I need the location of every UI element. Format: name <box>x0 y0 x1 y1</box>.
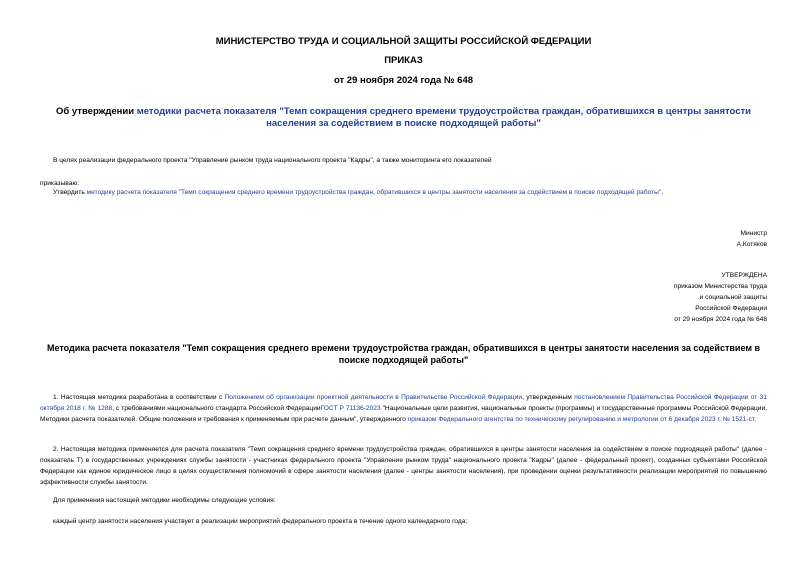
approve-line <box>53 187 773 198</box>
p1-link-agency-order[interactable]: приказом Федерального агентства по техническому регулированию и метрологии от 6 декабря 2023 г. № 1521-ст <box>407 416 755 423</box>
doc-type-heading: ПРИКАЗ <box>384 55 423 66</box>
p1-text-2: , утвержденным <box>522 394 575 401</box>
order-title-prefix: Об утверждении <box>56 106 137 117</box>
signature-position: Министр <box>740 230 767 237</box>
date-number-heading: от 29 ноября 2024 года № 648 <box>333 75 474 86</box>
p1-text-5: . <box>754 416 757 423</box>
preamble: В целях реализации федерального проекта "Управление рынком труда национального проекта "Кадры", а также мониторинга его показателей <box>53 157 492 164</box>
paragraph-1 <box>40 392 767 425</box>
order-title-link[interactable]: методики расчета показателя "Темп сокращения среднего времени трудоустройства граждан, обратившихся в центры занятости населения за содействием в поиске подходящей работы" <box>136 106 751 129</box>
approved-ministry: и социальной защиты <box>699 294 767 301</box>
approved-by-order: приказом Министерства труда <box>673 283 767 290</box>
signature-name: А.Котяков <box>736 241 767 248</box>
order-title <box>40 106 767 130</box>
approved-country: Российской Федерации <box>695 305 767 312</box>
p1-link-decree[interactable]: постановлением Правительства Российской Федерации от 31 октября 2018 г. № 1288 <box>40 394 767 412</box>
p1-link-regulation[interactable]: Положением об организации проектной деятельности в Правительстве Российской Федерации <box>224 394 523 401</box>
paragraph-3: Для применения настоящей методики необходимы следующие условия: <box>53 497 276 504</box>
paragraph-4: каждый центр занятости населения участвует в реализации мероприятий федерального проекта в течение одного календарного года; <box>53 518 468 525</box>
p1-text-1: 1. Настоящая методика разработана в соответствии с <box>53 394 225 401</box>
approve-prefix: Утвердить <box>53 189 87 196</box>
approved-date: от 29 ноября 2024 года № 648 <box>674 316 767 323</box>
p1-text-4: "Национальные цели развития, национальные проекты (программы) и государственные программы Российской Федерации. Методики расчета показателей. Общие положения и требования к применяемым при расчете данным", утвержденного <box>40 405 768 423</box>
paragraph-2: 2. Настоящая методика применяется для расчета показателя "Темп сокращения среднего времени трудоустройства граждан, обратившихся в центры занятости населения за содействием в поиске подходящей работы" (далее - показатель T) в государственных учреждениях службы занятости - участниках федерального проекта "Управление рынком труда" национального проекта "Кадры" (далее - федеральный проект), созданных субъектами Российской Федерации как единое юридическое лицо в целях осуществления полномочий в сфере занятости населения (далее - центры занятости населения), при проведении оценки результативности реализации мероприятий по повышению эффективности службы занятости. <box>40 446 767 486</box>
p1-link-gost[interactable]: ГОСТ Р 71136-2023 <box>320 405 381 412</box>
order-word: приказываю: <box>40 180 80 187</box>
p1-text-3: , с требованиями национального стандарта Российской Федерации <box>112 405 321 412</box>
approved-label: УТВЕРЖДЕНА <box>721 272 767 279</box>
approve-suffix: . <box>661 189 664 196</box>
approve-method-link[interactable]: методику расчета показателя "Темп сокращения среднего времени трудоустройства граждан, обратившихся в центры занятости населения за содействием в поиске подходящей работы" <box>86 189 662 196</box>
ministry-heading: МИНИСТЕРСТВО ТРУДА И СОЦИАЛЬНОЙ ЗАЩИТЫ РОССИЙСКОЙ ФЕДЕРАЦИИ <box>215 36 592 47</box>
method-title: Методика расчета показателя "Темп сокращения среднего времени трудоустройства граждан, обратившихся в центры занятости населения за содействием в поиске подходящей работы" <box>46 343 761 365</box>
